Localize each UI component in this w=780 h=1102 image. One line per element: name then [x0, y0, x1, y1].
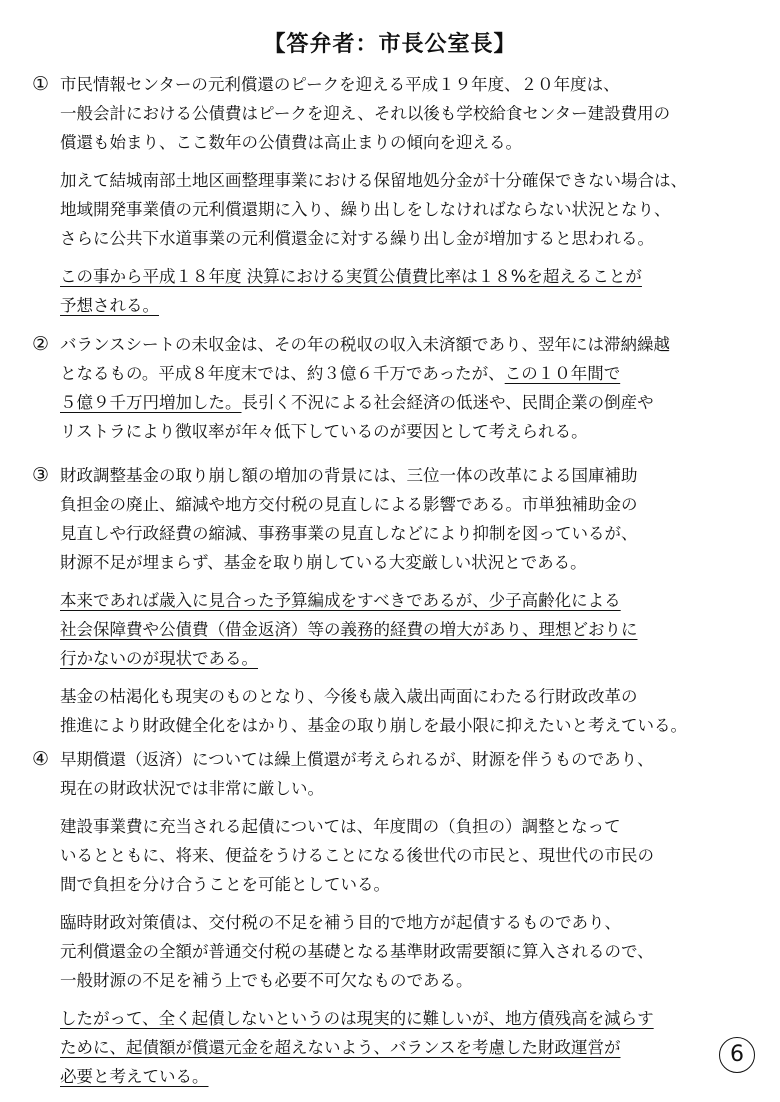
text-line-mixed	[60, 388, 750, 417]
text-line: 財源不足が埋まらず、基金を取り崩している大変厳しい状況とである。	[60, 553, 587, 572]
underlined-text-line: したがって、全く起債しないというのは現実的に難しいが、地方債残高を減らす	[60, 1009, 654, 1028]
underlined-text-line: ために、起債額が償還元金を超えないよう、バランスを考慮した財政運営が	[60, 1038, 621, 1057]
paragraph	[60, 745, 750, 803]
text-line: 市民情報センターの元利償還のピークを迎える平成１９年度、２０年度は、	[60, 75, 620, 94]
text-line: 基金の枯渇化も現実のものとなり、今後も歳入歳出両面にわたる行財政改革の	[60, 687, 638, 706]
answer-section-4	[30, 745, 750, 1100]
underlined-text-line: 予想される。	[60, 296, 159, 315]
paragraph	[60, 1004, 750, 1091]
paragraph	[60, 586, 750, 673]
text-line: 推進により財政健全化をはかり、基金の取り崩しを最小限に抑えたいと考えている。	[60, 716, 687, 735]
paragraph	[60, 70, 750, 157]
text-line: 負担金の廃止、縮減や地方交付税の見直しによる影響である。市単独補助金の	[60, 495, 638, 514]
text-line: さらに公共下水道事業の元利償還金に対する繰り出し金が増加すると思われる。	[60, 229, 654, 248]
underlined-text-span: ５億９千万円増加した。	[60, 393, 242, 412]
answer-section-3	[30, 461, 750, 749]
underlined-text-line: 社会保障費や公債費（借金返済）等の義務的経費の増大があり、理想どおりに	[60, 620, 638, 639]
answer-section-2	[30, 330, 750, 455]
underlined-text-line: 本来であれば歳入に見合った予算編成をすべきであるが、少子高齢化による	[60, 591, 621, 610]
underlined-text-line: 行かないのが現状である。	[60, 649, 258, 668]
text-line: 元利償還金の全額が普通交付税の基礎となる基準財政需要額に算入されるので、	[60, 942, 654, 961]
page-title: 【答弁者：市長公室長】	[263, 32, 517, 57]
paragraph	[60, 330, 750, 446]
paragraph	[60, 812, 750, 899]
text-line: 償還も始まり、ここ数年の公債費は高止まりの傾向を迎える。	[60, 133, 522, 152]
section-number: ②	[32, 333, 50, 355]
underlined-text-span: この１０年間で	[504, 364, 621, 383]
paragraph	[60, 682, 750, 740]
text-line: 加えて結城南部土地区画整理事業における保留地処分金が十分確保できない場合は、	[60, 171, 687, 190]
paragraph	[60, 908, 750, 995]
text-line: バランスシートの未収金は、その年の税収の収入未済額であり、翌年には滞納繰越	[60, 335, 671, 354]
text-span: となるもの。平成８年度末では、約３億６千万であったが、	[60, 364, 505, 383]
text-line-mixed	[60, 359, 750, 388]
underlined-text-line: この事から平成１８年度 決算における実質公債費比率は１８%を超えることが	[60, 267, 642, 286]
text-line: いるとともに、将来、便益をうけることになる後世代の市民と、現世代の市民の	[60, 846, 654, 865]
text-line: 現在の財政状況では非常に厳しい。	[60, 779, 324, 798]
text-line: 地域開発事業債の元利償還期に入り、繰り出しをしなければならない状況となり、	[60, 200, 671, 219]
text-line: 臨時財政対策債は、交付税の不足を補う目的で地方が起債するものであり、	[60, 913, 621, 932]
underlined-text-line: 必要と考えている。	[60, 1067, 209, 1086]
paragraph	[60, 262, 750, 320]
paragraph	[60, 461, 750, 577]
page-number: 6	[719, 1037, 755, 1073]
text-line: 一般会計における公債費はピークを迎え、それ以後も学校給食センター建設費用の	[60, 104, 671, 123]
section-number: ①	[32, 73, 50, 95]
section-number: ④	[32, 748, 50, 770]
text-line: 建設事業費に充当される起債については、年度間の（負担の）調整となって	[60, 817, 621, 836]
text-line: 間で負担を分け合うことを可能としている。	[60, 875, 390, 894]
text-line: リストラにより徴収率が年々低下しているのが要因として考えられる。	[60, 422, 588, 441]
text-line: 早期償還（返済）については繰上償還が考えられるが、財源を伴うものであり、	[60, 750, 654, 769]
answer-section-1	[30, 70, 750, 329]
text-line: 一般財源の不足を補う上でも必要不可欠なものである。	[60, 971, 473, 990]
text-line: 財政調整基金の取り崩し額の増加の背景には、三位一体の改革による国庫補助	[60, 466, 638, 485]
text-line: 見直しや行政経費の縮減、事務事業の見直しなどにより抑制を図っているが、	[60, 524, 638, 543]
paragraph	[60, 166, 750, 253]
text-span: 長引く不況による社会経済の低迷や、民間企業の倒産や	[241, 393, 654, 412]
section-number: ③	[32, 464, 50, 486]
